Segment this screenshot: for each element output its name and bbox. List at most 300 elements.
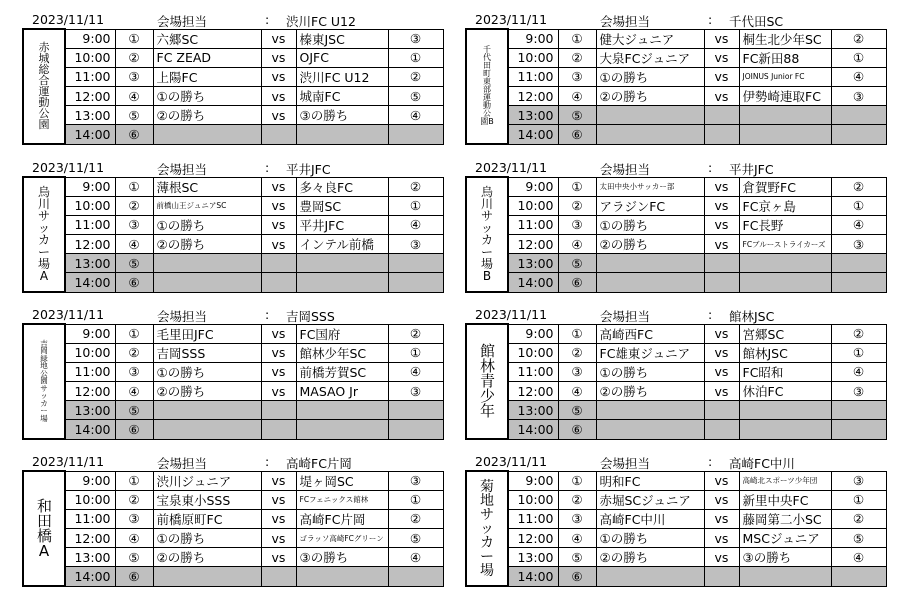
away-team: FC長野 (739, 215, 831, 234)
away-team: 多々良FC (296, 177, 388, 196)
match-number: ④ (115, 529, 153, 548)
match-table (22, 470, 444, 587)
referee-number: ② (388, 324, 443, 343)
match-time: 13:00 (508, 401, 558, 420)
match-number: ⑤ (115, 254, 153, 273)
vs-label: vs (704, 215, 739, 234)
block-responsible: 館林JSC (729, 309, 775, 324)
match-number: ⑥ (115, 125, 153, 144)
block-colon: : (708, 454, 713, 469)
match-time: 9:00 (508, 177, 558, 196)
home-team: 毛里田JFC (153, 324, 261, 343)
referee-number: ① (831, 48, 886, 67)
referee-number: ④ (388, 548, 443, 567)
referee-number: ② (831, 29, 886, 48)
vs-label: vs (261, 67, 296, 86)
referee-number (831, 401, 886, 420)
match-number: ③ (558, 509, 596, 528)
match-time: 9:00 (65, 324, 115, 343)
referee-number: ④ (388, 106, 443, 125)
away-team (739, 125, 831, 144)
vs-label (704, 420, 739, 439)
match-time: 13:00 (65, 254, 115, 273)
match-time: 10:00 (65, 48, 115, 67)
match-number: ③ (115, 362, 153, 381)
referee-number: ③ (388, 382, 443, 401)
away-team: 前橋芳賀SC (296, 362, 388, 381)
match-number: ④ (558, 87, 596, 106)
away-team (739, 401, 831, 420)
block-header (22, 305, 442, 323)
home-team: ②の勝ち (153, 106, 261, 125)
home-team: 明和FC (596, 471, 704, 490)
vs-label (704, 273, 739, 292)
away-team: FC新田88 (739, 48, 831, 67)
match-time: 12:00 (65, 87, 115, 106)
match-table (465, 323, 887, 440)
vs-label: vs (261, 215, 296, 234)
match-row (23, 382, 443, 401)
match-number: ④ (115, 235, 153, 254)
home-team: 六郷SC (153, 29, 261, 48)
block-label: 会場担当 (600, 14, 651, 29)
match-time: 9:00 (65, 177, 115, 196)
away-team: 藤岡第二小SC (739, 509, 831, 528)
venue-name (466, 471, 508, 586)
vs-label: vs (261, 106, 296, 125)
vs-label: vs (261, 490, 296, 509)
vs-label (704, 254, 739, 273)
match-row (466, 177, 886, 196)
match-time: 10:00 (508, 196, 558, 215)
away-team (296, 401, 388, 420)
match-table (465, 176, 887, 293)
home-team: ①の勝ち (596, 362, 704, 381)
match-number: ⑤ (558, 401, 596, 420)
vs-label (261, 125, 296, 144)
home-team: ①の勝ち (153, 362, 261, 381)
home-team (153, 125, 261, 144)
match-time: 12:00 (508, 529, 558, 548)
venue-name (23, 29, 65, 144)
away-team: 高崎FC片岡 (296, 509, 388, 528)
referee-number: ① (388, 343, 443, 362)
match-row (23, 196, 443, 215)
referee-number: ② (831, 324, 886, 343)
away-team: インテル前橋 (296, 235, 388, 254)
venue-name (23, 324, 65, 439)
home-team: ②の勝ち (596, 87, 704, 106)
home-team (596, 273, 704, 292)
away-team: FCフェニックス館林 (296, 490, 388, 509)
vs-label: vs (261, 48, 296, 67)
match-row (23, 87, 443, 106)
match-row (23, 254, 443, 273)
vs-label: vs (261, 343, 296, 362)
venue-name-text: 赤城総合運動公園 (38, 41, 50, 132)
referee-number (388, 254, 443, 273)
away-team: 榛東JSC (296, 29, 388, 48)
away-team: 堤ヶ岡SC (296, 471, 388, 490)
match-time: 11:00 (65, 362, 115, 381)
vs-label: vs (704, 48, 739, 67)
away-team: MASAO Jr (296, 382, 388, 401)
home-team (596, 125, 704, 144)
home-team: ②の勝ち (153, 382, 261, 401)
match-row (23, 529, 443, 548)
match-table (465, 470, 887, 587)
match-table (465, 28, 887, 145)
block-date: 2023/11/11 (32, 454, 105, 469)
venue-name-text: 和田橋A (37, 496, 53, 560)
block-colon: : (265, 454, 270, 469)
match-number: ① (558, 324, 596, 343)
away-team: 高崎北スポーツ少年団 (739, 471, 831, 490)
match-time: 11:00 (508, 67, 558, 86)
block-colon: : (708, 160, 713, 175)
away-team: FCブルーストライカーズ (739, 235, 831, 254)
match-number: ④ (115, 87, 153, 106)
match-time: 13:00 (508, 548, 558, 567)
match-number: ④ (558, 382, 596, 401)
block-colon: : (708, 307, 713, 322)
away-team: 倉賀野FC (739, 177, 831, 196)
match-row (23, 324, 443, 343)
match-time: 9:00 (65, 29, 115, 48)
match-number: ① (115, 177, 153, 196)
match-number: ② (115, 196, 153, 215)
referee-number: ① (388, 196, 443, 215)
referee-number (831, 420, 886, 439)
match-row (23, 48, 443, 67)
home-team: 大泉FCジュニア (596, 48, 704, 67)
vs-label: vs (704, 362, 739, 381)
match-number: ④ (558, 235, 596, 254)
home-team: ②の勝ち (153, 235, 261, 254)
block-date: 2023/11/11 (475, 454, 548, 469)
block-responsible: 平井JFC (729, 162, 774, 177)
vs-label (704, 567, 739, 586)
vs-label: vs (704, 382, 739, 401)
match-row (466, 125, 886, 144)
away-team (296, 273, 388, 292)
vs-label (704, 401, 739, 420)
match-number: ② (115, 343, 153, 362)
referee-number: ③ (831, 235, 886, 254)
referee-number (388, 420, 443, 439)
home-team: 高崎西FC (596, 324, 704, 343)
match-number: ③ (558, 362, 596, 381)
vs-label: vs (704, 324, 739, 343)
vs-label: vs (261, 548, 296, 567)
vs-label: vs (261, 87, 296, 106)
block-date: 2023/11/11 (475, 160, 548, 175)
away-team: FC京ヶ島 (739, 196, 831, 215)
away-team: 豊岡SC (296, 196, 388, 215)
home-team: 健大ジュニア (596, 29, 704, 48)
referee-number (831, 273, 886, 292)
match-time: 12:00 (65, 235, 115, 254)
venue-block (22, 305, 442, 440)
match-row (466, 401, 886, 420)
away-team: MSCジュニア (739, 529, 831, 548)
home-team (153, 254, 261, 273)
vs-label: vs (704, 490, 739, 509)
vs-label (261, 273, 296, 292)
away-team: OJFC (296, 48, 388, 67)
venue-name (466, 29, 508, 144)
match-number: ② (115, 490, 153, 509)
away-team (296, 567, 388, 586)
match-number: ⑥ (558, 567, 596, 586)
away-team (296, 254, 388, 273)
match-row (466, 215, 886, 234)
home-team: ①の勝ち (596, 529, 704, 548)
vs-label: vs (704, 29, 739, 48)
match-row (23, 490, 443, 509)
match-time: 9:00 (508, 29, 558, 48)
block-header (465, 452, 885, 470)
referee-number (831, 254, 886, 273)
match-row (23, 471, 443, 490)
match-number: ② (558, 343, 596, 362)
match-time: 14:00 (508, 125, 558, 144)
match-number: ① (558, 471, 596, 490)
home-team: 太田中央小サッカー部 (596, 177, 704, 196)
referee-number: ① (831, 196, 886, 215)
match-time: 13:00 (65, 401, 115, 420)
home-team: FC ZEAD (153, 48, 261, 67)
block-date: 2023/11/11 (475, 12, 548, 27)
block-colon: : (265, 160, 270, 175)
vs-label: vs (261, 509, 296, 528)
match-row (466, 106, 886, 125)
vs-label: vs (261, 382, 296, 401)
away-team: 館林JSC (739, 343, 831, 362)
block-colon: : (265, 307, 270, 322)
match-number: ① (115, 324, 153, 343)
match-number: ③ (115, 509, 153, 528)
referee-number: ② (831, 177, 886, 196)
home-team (153, 273, 261, 292)
match-number: ⑥ (558, 125, 596, 144)
away-team: FC国府 (296, 324, 388, 343)
block-header (465, 158, 885, 176)
referee-number: ④ (831, 362, 886, 381)
home-team (596, 567, 704, 586)
referee-number: ① (831, 490, 886, 509)
match-time: 10:00 (65, 490, 115, 509)
referee-number: ② (388, 177, 443, 196)
venue-name-text: 吉岡緑地公園サッカー場 (40, 338, 48, 423)
referee-number: ① (388, 490, 443, 509)
match-time: 14:00 (65, 273, 115, 292)
match-row (466, 48, 886, 67)
match-time: 14:00 (508, 567, 558, 586)
block-header (22, 10, 442, 28)
vs-label: vs (704, 548, 739, 567)
away-team: 平井JFC (296, 215, 388, 234)
match-number: ③ (115, 215, 153, 234)
away-team (296, 420, 388, 439)
match-time: 11:00 (508, 509, 558, 528)
match-number: ① (115, 471, 153, 490)
referee-number (388, 567, 443, 586)
match-row (466, 382, 886, 401)
match-time: 9:00 (508, 324, 558, 343)
match-row (466, 67, 886, 86)
match-row (466, 529, 886, 548)
vs-label: vs (704, 177, 739, 196)
vs-label: vs (261, 235, 296, 254)
match-number: ⑥ (115, 420, 153, 439)
vs-label (261, 567, 296, 586)
vs-label: vs (261, 324, 296, 343)
match-row (466, 273, 886, 292)
away-team: FC昭和 (739, 362, 831, 381)
venue-block (465, 10, 885, 145)
match-row (466, 490, 886, 509)
match-time: 11:00 (65, 509, 115, 528)
venue-block (465, 305, 885, 440)
home-team: 宝泉東小SSS (153, 490, 261, 509)
match-time: 14:00 (508, 273, 558, 292)
away-team (739, 567, 831, 586)
venue-name (466, 177, 508, 292)
block-responsible: 千代田SC (729, 14, 784, 29)
match-row (23, 273, 443, 292)
home-team (153, 567, 261, 586)
referee-number: ⑤ (388, 87, 443, 106)
match-time: 13:00 (65, 106, 115, 125)
vs-label (704, 106, 739, 125)
block-header (22, 158, 442, 176)
block-label: 会場担当 (157, 14, 208, 29)
match-row (466, 324, 886, 343)
block-date: 2023/11/11 (32, 160, 105, 175)
away-team: 伊勢崎連取FC (739, 87, 831, 106)
venue-name-text: 千代田町東部運動公園B (480, 45, 494, 127)
vs-label: vs (261, 471, 296, 490)
home-team: 薄根SC (153, 177, 261, 196)
match-row (23, 567, 443, 586)
venue-block (22, 452, 442, 587)
vs-label: vs (261, 529, 296, 548)
match-number: ⑥ (115, 273, 153, 292)
match-time: 11:00 (65, 67, 115, 86)
match-time: 14:00 (65, 567, 115, 586)
away-team: JOINUS Junior FC (739, 67, 831, 86)
match-time: 10:00 (65, 343, 115, 362)
match-row (466, 87, 886, 106)
home-team: 上陽FC (153, 67, 261, 86)
referee-number (388, 273, 443, 292)
block-date: 2023/11/11 (475, 307, 548, 322)
match-time: 10:00 (508, 48, 558, 67)
referee-number: ① (388, 48, 443, 67)
match-row (466, 254, 886, 273)
home-team (153, 401, 261, 420)
match-number: ⑥ (115, 567, 153, 586)
match-row (466, 471, 886, 490)
match-row (23, 401, 443, 420)
home-team: ①の勝ち (153, 215, 261, 234)
match-time: 13:00 (65, 548, 115, 567)
match-time: 14:00 (65, 420, 115, 439)
match-number: ③ (115, 67, 153, 86)
away-team: ③の勝ち (296, 548, 388, 567)
home-team: 赤堀SCジュニア (596, 490, 704, 509)
home-team: ②の勝ち (596, 548, 704, 567)
match-number: ⑤ (115, 401, 153, 420)
vs-label: vs (704, 529, 739, 548)
match-number: ③ (558, 67, 596, 86)
match-time: 9:00 (65, 471, 115, 490)
away-team: ③の勝ち (296, 106, 388, 125)
block-header (465, 10, 885, 28)
match-row (466, 196, 886, 215)
match-number: ③ (558, 215, 596, 234)
match-row (466, 420, 886, 439)
referee-number: ① (831, 343, 886, 362)
match-row (466, 509, 886, 528)
match-table (22, 28, 444, 145)
vs-label: vs (704, 235, 739, 254)
match-row (23, 29, 443, 48)
venue-block (465, 452, 885, 587)
home-team: ①の勝ち (596, 215, 704, 234)
vs-label: vs (704, 67, 739, 86)
referee-number (831, 106, 886, 125)
vs-label: vs (704, 196, 739, 215)
home-team (596, 401, 704, 420)
referee-number: ④ (388, 362, 443, 381)
block-date: 2023/11/11 (32, 12, 105, 27)
away-team: ③の勝ち (739, 548, 831, 567)
match-number: ⑤ (115, 548, 153, 567)
match-row (466, 548, 886, 567)
home-team: ②の勝ち (153, 548, 261, 567)
match-row (466, 235, 886, 254)
referee-number: ② (388, 67, 443, 86)
block-responsible: 高崎FC中川 (729, 456, 795, 471)
venue-name (466, 324, 508, 439)
block-label: 会場担当 (600, 309, 651, 324)
match-number: ② (558, 490, 596, 509)
venue-name (23, 471, 65, 586)
block-label: 会場担当 (157, 456, 208, 471)
match-number: ② (115, 48, 153, 67)
match-number: ⑤ (558, 548, 596, 567)
block-responsible: 吉岡SSS (286, 309, 335, 324)
referee-number: ④ (831, 67, 886, 86)
match-number: ⑥ (558, 420, 596, 439)
venue-block (22, 10, 442, 145)
referee-number (388, 125, 443, 144)
home-team: ②の勝ち (596, 235, 704, 254)
referee-number: ④ (831, 215, 886, 234)
referee-number (831, 567, 886, 586)
away-team: 新里中央FC (739, 490, 831, 509)
match-time: 12:00 (508, 87, 558, 106)
referee-number: ③ (388, 235, 443, 254)
block-responsible: 渋川FC U12 (286, 14, 356, 29)
venue-name-text: 菊地サッカー場 (480, 478, 494, 579)
venue-name-text: 烏川サッカー場B (480, 185, 493, 284)
match-number: ① (558, 29, 596, 48)
venue-name-text: 烏川サッカー場A (37, 185, 50, 284)
away-team: 渋川FC U12 (296, 67, 388, 86)
